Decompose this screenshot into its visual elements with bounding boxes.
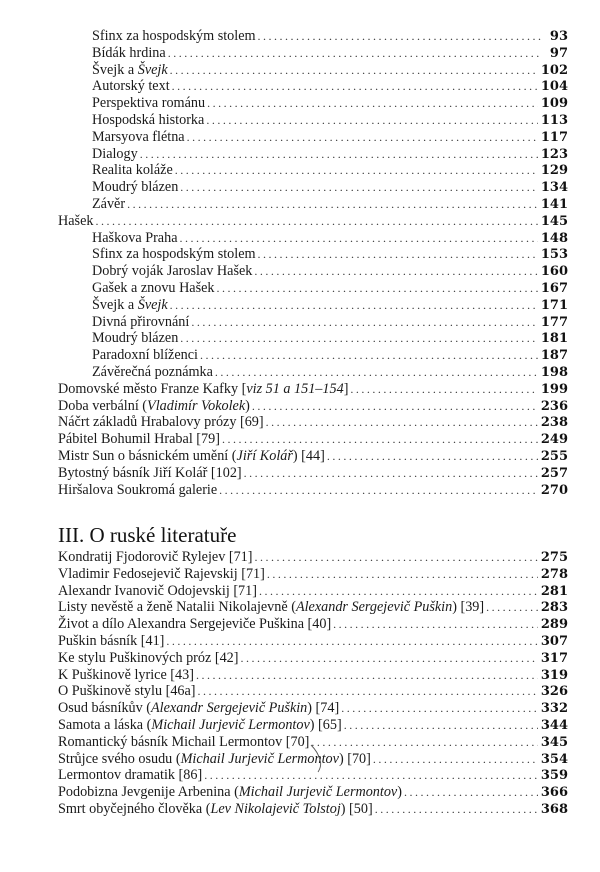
toc-entry[interactable]: [58, 717, 568, 734]
dot-leader: [206, 112, 538, 129]
dot-leader: [217, 280, 538, 297]
entry-title-text: Závěr: [92, 195, 126, 212]
entry-title-text: Alexandr Ivanovič Odojevskij [71]: [58, 582, 257, 599]
page-number: 317: [540, 650, 568, 666]
dot-leader: [254, 549, 537, 566]
dot-leader: [254, 263, 538, 280]
toc-entry-title: [92, 196, 127, 213]
entry-title-text: Listy nevěstě a ženě Natalii Nikolajevně (: [58, 599, 296, 616]
toc-entry-title: [92, 347, 200, 364]
entry-title-text: Bídák hrdina: [92, 44, 166, 61]
toc-entry-title: [58, 751, 373, 768]
section-heading: III. O ruské literatuře: [58, 523, 237, 547]
toc-entry[interactable]: [58, 45, 568, 62]
entry-title-text: Dobrý voják Jaroslav Hašek: [92, 263, 253, 280]
entry-title-italic: Michail Jurjevič Lermontov: [180, 750, 339, 767]
toc-entry[interactable]: [58, 566, 568, 583]
dot-leader: [333, 616, 538, 633]
page-number: 249: [540, 432, 568, 448]
page-number: 171: [540, 297, 568, 313]
toc-entry-title: [58, 398, 252, 415]
page-number: 134: [540, 180, 568, 196]
entry-title-suffix: ): [245, 397, 250, 414]
page-number: 109: [540, 96, 568, 112]
entry-title-text: Osud básníkův (: [58, 700, 152, 717]
toc-entry[interactable]: [58, 364, 568, 381]
page-number: 368: [540, 801, 568, 817]
page-number: 187: [540, 348, 568, 364]
toc-entry-title: [92, 62, 170, 79]
entry-title-suffix: ) [74]: [307, 700, 340, 717]
entry-title-text: Gašek a znovu Hašek: [92, 279, 215, 296]
toc-entry[interactable]: [58, 751, 568, 768]
page-number: 177: [540, 314, 568, 330]
toc-entry-title: [92, 364, 215, 381]
toc-entry[interactable]: [58, 734, 568, 751]
toc-entry-title: [92, 112, 206, 129]
toc-entry-title: [92, 297, 170, 314]
toc-entry[interactable]: [58, 801, 568, 818]
toc-entry[interactable]: [58, 700, 568, 717]
toc-entry-title: [58, 667, 196, 684]
toc-entry-title: [58, 549, 254, 566]
toc-entry-title: [92, 45, 168, 62]
entry-title-text: Sfinx za hospodským stolem: [92, 28, 256, 44]
entry-title-text: Autorský text: [92, 78, 170, 95]
toc-entry-title: [58, 431, 222, 448]
page-number: 238: [540, 415, 568, 431]
toc-entry[interactable]: [58, 330, 568, 347]
toc-entry-title: [58, 414, 266, 431]
entry-title-italic: Švejk: [137, 61, 168, 78]
entry-title-text: Hašek: [58, 212, 94, 229]
entry-title-text: Marsyova flétna: [92, 128, 185, 145]
toc-entry-title: [58, 633, 166, 650]
toc-entry-title: [58, 801, 375, 818]
page-number: 307: [540, 633, 568, 649]
page-number: 326: [540, 684, 568, 700]
toc-entry-title: [58, 650, 240, 667]
toc-entry[interactable]: [58, 465, 568, 482]
dot-leader: [180, 230, 538, 247]
toc-entry-title: [58, 734, 311, 751]
dot-leader: [180, 330, 538, 347]
entry-title-text: Závěrečná poznámka: [92, 363, 213, 380]
entry-title-text: Mistr Sun o básnickém umění (: [58, 447, 237, 464]
dot-leader: [204, 767, 538, 784]
toc-entry-title: [58, 784, 404, 801]
page-number: 319: [540, 667, 568, 683]
page-number: 359: [540, 768, 568, 784]
entry-title-suffix: ) [50]: [340, 800, 373, 817]
dot-leader: [170, 297, 538, 314]
toc-entry-title: [92, 179, 180, 196]
page-number: 344: [540, 717, 568, 733]
dot-leader: [258, 246, 538, 263]
dot-leader: [175, 162, 538, 179]
entry-title-text: Romantický básník Michail Lermontov [70]: [58, 733, 310, 750]
dot-leader: [95, 213, 537, 230]
toc-entry-title: [58, 448, 327, 465]
toc-entry-title: [58, 381, 350, 398]
toc-entry-title: [58, 566, 267, 583]
toc-entry[interactable]: [58, 650, 568, 667]
dot-leader: [244, 465, 538, 482]
toc-entry-title: [92, 330, 180, 347]
dot-leader: [327, 448, 538, 465]
dot-leader: [266, 414, 538, 431]
page-number: 145: [540, 213, 568, 229]
page-number: 199: [540, 381, 568, 397]
entry-title-text: Haškova Praha: [92, 229, 178, 246]
toc-entry[interactable]: [58, 482, 568, 499]
page-number: 167: [540, 280, 568, 296]
page-number: 148: [540, 230, 568, 246]
entry-title-italic: viz 51 a 151–154: [246, 380, 344, 397]
page-number: 289: [540, 617, 568, 633]
dot-leader: [180, 179, 538, 196]
toc-entry[interactable]: [58, 78, 568, 95]
entry-title-text: Divná přirovnání: [92, 313, 190, 330]
toc-entry-title: [92, 28, 258, 45]
toc-entry[interactable]: [58, 280, 568, 297]
dot-leader: [373, 751, 538, 768]
entry-title-text: Švejk a: [92, 296, 138, 313]
toc-entry[interactable]: [58, 398, 568, 415]
dot-leader: [375, 801, 538, 818]
toc-entry-title: [92, 230, 180, 247]
dot-leader: [168, 45, 541, 62]
entry-title-text: Náčrt základů Hrabalovy prózy [69]: [58, 414, 264, 431]
toc-entry-title: [92, 129, 187, 146]
toc-entry[interactable]: [58, 196, 568, 213]
toc-entry[interactable]: [58, 95, 568, 112]
toc-entry[interactable]: [58, 784, 568, 801]
page-number: 255: [540, 448, 568, 464]
dot-leader: [252, 398, 538, 415]
toc-entry-title: [58, 599, 486, 616]
toc-entry-title: [92, 246, 258, 263]
page-number: 160: [540, 264, 568, 280]
entry-title-text: Švejk a: [92, 61, 138, 78]
toc-entry[interactable]: [58, 179, 568, 196]
entry-title-suffix: ]: [343, 380, 349, 397]
page-number: 113: [540, 112, 568, 128]
toc-entry[interactable]: [58, 162, 568, 179]
entry-title-text: Pábitel Bohumil Hrabal [79]: [58, 431, 220, 448]
entry-title-text: Hospodská historka: [92, 111, 205, 128]
toc-entry-title: [92, 263, 254, 280]
entry-title-text: O Puškinově stylu [46a]: [58, 683, 196, 700]
entry-title-text: Puškin básník [41]: [58, 632, 165, 649]
entry-title-suffix: ): [397, 784, 402, 801]
dot-leader: [200, 347, 538, 364]
toc-entry[interactable]: [58, 616, 568, 633]
toc-entry[interactable]: [58, 414, 568, 431]
dot-leader: [187, 129, 538, 146]
entry-title-text: Sfinx za hospodským stolem: [92, 246, 256, 263]
page-number: 198: [540, 364, 568, 380]
page-number: 181: [540, 331, 568, 347]
entry-title-italic: Michail Jurjevič Lermontov: [238, 784, 398, 801]
entry-title-text: Kondratij Fjodorovič Rylejev [71]: [58, 549, 253, 565]
dot-leader: [170, 62, 538, 79]
dot-leader: [486, 599, 538, 616]
dot-leader: [240, 650, 537, 667]
entry-title-text: Paradoxní blíženci: [92, 347, 198, 364]
toc-entry[interactable]: [58, 112, 568, 129]
entry-title-italic: Alexandr Sergejevič Puškin: [295, 599, 453, 616]
toc-entry[interactable]: [58, 314, 568, 331]
dot-leader: [127, 196, 538, 213]
toc-entry-title: [92, 280, 217, 297]
page-number: 354: [540, 751, 568, 767]
entry-title-text: Doba verbální (: [58, 397, 148, 414]
dot-leader: [140, 146, 538, 163]
entry-title-text: Bytostný básník Jiří Kolář [102]: [58, 464, 242, 481]
toc-entry[interactable]: [58, 633, 568, 650]
toc-entry[interactable]: [58, 549, 568, 566]
page-number: 332: [540, 701, 568, 717]
entry-title-italic: Alexandr Sergejevič Puškin: [151, 700, 308, 717]
dot-leader: [172, 78, 538, 95]
toc-entry[interactable]: [58, 129, 568, 146]
dot-leader: [207, 95, 538, 112]
entry-title-text: Hiršalova Soukromá galerie: [58, 481, 218, 498]
toc-entry[interactable]: [58, 583, 568, 600]
entry-title-text: Perspektiva románu: [92, 95, 206, 112]
toc-entry-title: [58, 683, 198, 700]
toc-entry-title: [58, 482, 219, 499]
entry-title-text: Lermontov dramatik [86]: [58, 767, 203, 784]
page-number: 104: [540, 79, 568, 95]
page-number: 278: [540, 566, 568, 582]
dot-leader: [311, 734, 537, 751]
dot-leader: [259, 583, 538, 600]
toc-list-part-b: [58, 549, 568, 818]
toc-entry[interactable]: [58, 448, 568, 465]
dot-leader: [258, 28, 541, 45]
toc-list-part-a: [58, 28, 568, 498]
dot-leader: [196, 667, 538, 684]
toc-entry[interactable]: [58, 146, 568, 163]
toc-entry[interactable]: [58, 347, 568, 364]
toc-entry-title: [58, 583, 259, 600]
dot-leader: [404, 784, 538, 801]
toc-entry-title: [58, 213, 95, 230]
entry-title-suffix: ) [70]: [338, 750, 371, 767]
page-number: 345: [540, 734, 568, 750]
entry-title-italic: Švejk: [137, 296, 168, 313]
toc-entry[interactable]: [58, 297, 568, 314]
dot-leader: [215, 364, 538, 381]
entry-title-text: Život a dílo Alexandra Sergejeviče Puškina [40]: [58, 616, 332, 633]
entry-title-text: K Puškinově lyrice [43]: [58, 666, 194, 683]
toc-entry[interactable]: [58, 767, 568, 784]
page-number: 366: [540, 785, 568, 801]
dot-leader: [344, 717, 538, 734]
toc-entry[interactable]: [58, 667, 568, 684]
page-number: 153: [540, 247, 568, 263]
entry-title-text: Smrt obyčejného člověka (: [58, 800, 211, 817]
toc-entry-title: [58, 616, 333, 633]
dot-leader: [219, 482, 538, 499]
page-number: 97: [549, 45, 568, 61]
dot-leader: [222, 431, 538, 448]
entry-title-suffix: ) [39]: [452, 599, 485, 616]
entry-title-text: Podobizna Jevgenije Arbenina (: [58, 784, 239, 801]
toc-entry-title: [92, 162, 175, 179]
toc-entry[interactable]: [58, 230, 568, 247]
toc-entry[interactable]: [58, 263, 568, 280]
toc-entry-title: [58, 700, 341, 717]
toc-entry[interactable]: [58, 683, 568, 700]
page-number: 129: [540, 163, 568, 179]
page-number: 102: [540, 62, 568, 78]
entry-title-text: Ke stylu Puškinových próz [42]: [58, 649, 239, 666]
toc-entry[interactable]: [58, 599, 568, 616]
toc-entry-title: [92, 314, 191, 331]
entry-title-suffix: ) [65]: [309, 716, 342, 733]
toc-entry[interactable]: [58, 213, 568, 230]
page-number: 283: [540, 600, 568, 616]
page-number: 257: [540, 465, 568, 481]
toc-entry-title: [92, 78, 172, 95]
dot-leader: [341, 700, 538, 717]
page-number: 281: [540, 583, 568, 599]
page-number: 236: [540, 398, 568, 414]
entry-title-italic: Vladimír Vokolek: [147, 397, 246, 414]
toc-entry[interactable]: [58, 381, 568, 398]
page-number: 117: [540, 129, 568, 145]
dot-leader: [166, 633, 537, 650]
entry-title-suffix: ) [44]: [292, 447, 325, 464]
entry-title-text: Samota a láska (: [58, 716, 152, 733]
toc-entry-title: [58, 767, 204, 784]
dot-leader: [198, 683, 538, 700]
entry-title-text: Dialogy: [92, 145, 138, 162]
page-number: 141: [540, 196, 568, 212]
toc-entry[interactable]: [58, 28, 568, 45]
entry-title-italic: Lev Nikolajevič Tolstoj: [210, 800, 341, 817]
entry-title-italic: Jiří Kolář: [236, 447, 293, 464]
entry-title-text: Moudrý blázen: [92, 330, 179, 347]
toc-entry[interactable]: [58, 246, 568, 263]
toc-entry-title: [58, 717, 344, 734]
page-number: 93: [549, 29, 568, 44]
toc-entry-title: [92, 95, 207, 112]
page-number: 275: [540, 550, 568, 565]
entry-title-text: Vladimir Fedosejevič Rajevskij [71]: [58, 565, 265, 582]
toc-entry[interactable]: [58, 431, 568, 448]
entry-title-italic: Michail Jurjevič Lermontov: [151, 716, 310, 733]
toc-entry-title: [58, 465, 244, 482]
entry-title-text: Domovské město Franze Kafky [: [58, 380, 247, 397]
dot-leader: [350, 381, 537, 398]
toc-entry[interactable]: [58, 62, 568, 79]
dot-leader: [191, 314, 538, 331]
entry-title-text: Strůjce svého osudu (: [58, 750, 181, 767]
page-number: 270: [540, 482, 568, 498]
toc-entry-title: [92, 146, 140, 163]
entry-title-text: Realita koláže: [92, 162, 173, 179]
entry-title-text: Moudrý blázen: [92, 179, 179, 196]
dot-leader: [267, 566, 538, 583]
page-number: 123: [540, 146, 568, 162]
